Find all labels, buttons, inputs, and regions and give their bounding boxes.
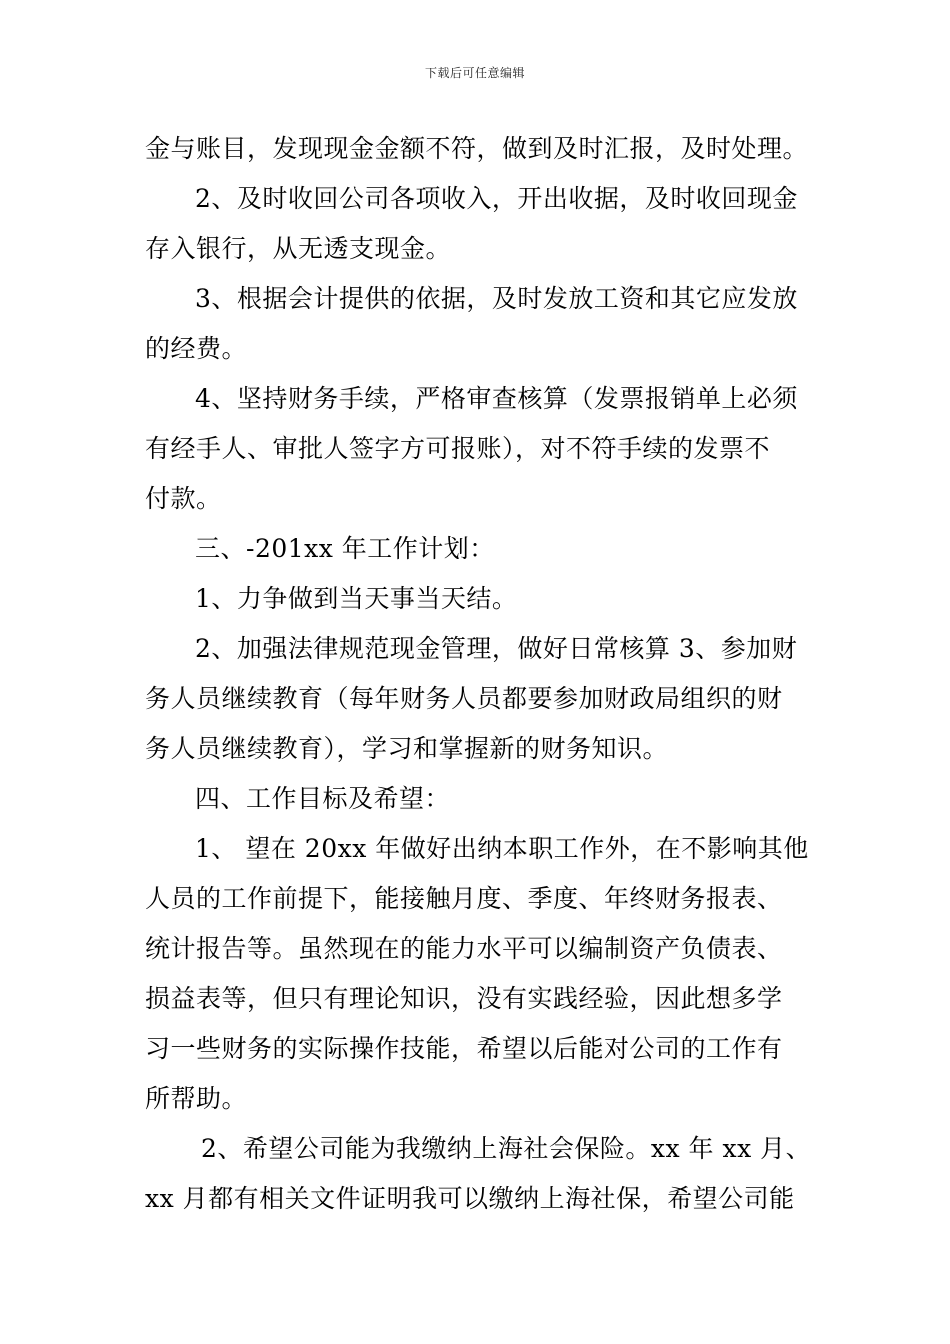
text-line: 4、坚持财务手续，严格审查核算（发票报销单上必须 bbox=[195, 384, 798, 413]
text-line: 所帮助。 bbox=[145, 1084, 248, 1113]
text-line: 付款。 bbox=[145, 484, 222, 513]
text-line: 务人员继续教育），学习和掌握新的财务知识。 bbox=[145, 734, 669, 763]
text-line: 3、根据会计提供的依据，及时发放工资和其它应发放 bbox=[195, 284, 798, 313]
text-line: 1、 望在 20xx 年做好出纳本职工作外，在不影响其他 bbox=[195, 834, 809, 863]
text-line: 1、力争做到当天事当天结。 bbox=[195, 584, 518, 613]
text-line: 2、希望公司能为我缴纳上海社会保险。xx 年 xx 月、 bbox=[201, 1134, 812, 1163]
text-line: 务人员继续教育（每年财务人员都要参加财政局组织的财 bbox=[145, 684, 783, 713]
document-body bbox=[145, 124, 810, 1224]
text-line: 存入银行，从无透支现金。 bbox=[145, 234, 452, 263]
text-line: 人员的工作前提下，能接触月度、季度、年终财务报表、 bbox=[145, 884, 783, 913]
text-line: 的经费。 bbox=[145, 334, 248, 363]
text-line: 2、加强法律规范现金管理，做好日常核算 3、参加财 bbox=[195, 634, 798, 663]
page-header: 下载后可任意编辑 bbox=[424, 66, 525, 80]
text-line: 2、及时收回公司各项收入，开出收据，及时收回现金 bbox=[195, 184, 798, 213]
text-line: xx 月都有相关文件证明我可以缴纳上海社保，希望公司能 bbox=[145, 1184, 795, 1213]
section-heading: 三、-201xx 年工作计划： bbox=[195, 534, 495, 563]
text-line: 统计报告等。虽然现在的能力水平可以编制资产负债表、 bbox=[145, 934, 783, 963]
section-heading: 四、工作目标及希望： bbox=[195, 784, 451, 813]
text-line: 金与账目，发现现金金额不符，做到及时汇报，及时处理。 bbox=[145, 134, 809, 163]
text-line: 有经手人、审批人签字方可报账），对不符手续的发票不 bbox=[145, 434, 771, 463]
text-line: 损益表等，但只有理论知识，没有实践经验，因此想多学 bbox=[145, 984, 783, 1013]
text-line: 习一些财务的实际操作技能，希望以后能对公司的工作有 bbox=[145, 1034, 783, 1063]
